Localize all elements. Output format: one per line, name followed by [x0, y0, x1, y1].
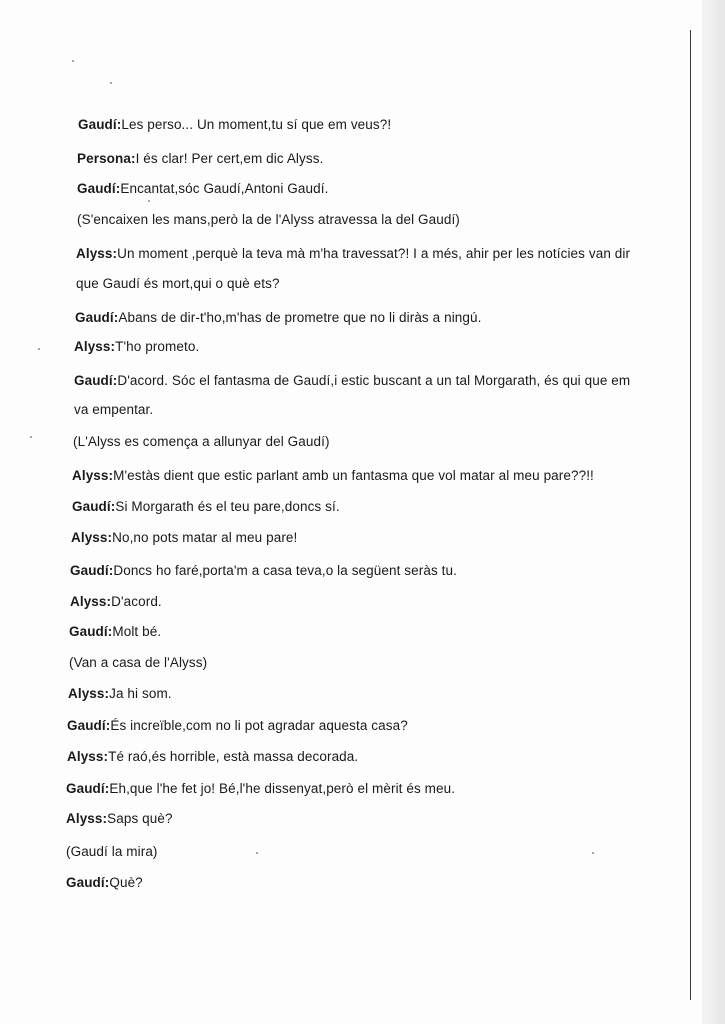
- line-text: (Van a casa de l'Alyss): [69, 655, 208, 670]
- speaker-name: Alyss:: [76, 246, 118, 261]
- dialogue-line: [74, 373, 630, 389]
- line-text: Molt bé.: [112, 624, 162, 639]
- speaker-name: Gaudí:: [70, 563, 114, 578]
- speaker-name: Gaudí:: [66, 875, 110, 890]
- speaker-name: Alyss:: [68, 686, 110, 701]
- dialogue-line: [75, 310, 481, 326]
- speaker-name: Gaudí:: [74, 373, 118, 388]
- speaker-name: Gaudí:: [67, 718, 111, 733]
- dialogue-line: [70, 563, 457, 579]
- dialogue-line: [67, 718, 408, 734]
- scan-edge-shadow: [702, 0, 725, 1024]
- stage-direction: [66, 844, 158, 860]
- speaker-name: Alyss:: [72, 468, 114, 483]
- speaker-name: Alyss:: [74, 339, 116, 354]
- line-text: Si Morgarath és el teu pare,doncs sí.: [115, 499, 340, 514]
- dialogue-line: [77, 181, 328, 197]
- line-text: (L'Alyss es comença a allunyar del Gaudí): [73, 434, 330, 449]
- dialogue-line: [69, 624, 161, 640]
- speaker-name: Alyss:: [66, 811, 108, 826]
- line-text: Les perso... Un moment,tu sí que em veus?!: [121, 117, 392, 132]
- dialogue-line: [70, 594, 162, 610]
- line-text: Té raó,és horrible, està massa decorada.: [108, 749, 359, 764]
- dialogue-line: [67, 749, 358, 765]
- line-text: D'acord. Sóc el fantasma de Gaudí,i estic buscant a un tal Morgarath, és qui que em: [117, 373, 631, 388]
- speaker-name: Alyss:: [71, 530, 113, 545]
- line-text: D'acord.: [111, 594, 162, 609]
- speaker-name: Gaudí:: [72, 499, 116, 514]
- speaker-name: Persona:: [77, 151, 136, 166]
- dialogue-line: [74, 339, 199, 355]
- scan-edge-line: [690, 30, 691, 1000]
- dialogue-line: [66, 875, 143, 891]
- line-text: És increïble,com no li pot agradar aquesta casa?: [110, 718, 408, 733]
- line-text: Eh,que l'he fet jo! Bé,l'he dissenyat,però el mèrit és meu.: [109, 781, 456, 796]
- line-text: que Gaudí és mort,qui o què ets?: [76, 276, 280, 291]
- line-text: M'estàs dient que estic parlant amb un fantasma que vol matar al meu pare??!!: [113, 468, 594, 483]
- speaker-name: Gaudí:: [77, 181, 121, 196]
- line-text: Abans de dir-t'ho,m'has de prometre que no li diràs a ningú.: [118, 310, 482, 325]
- dialogue-line: [66, 781, 455, 797]
- speaker-name: Gaudí:: [75, 310, 119, 325]
- line-text: Què?: [109, 875, 143, 890]
- dialogue-line-continuation: [74, 402, 153, 418]
- stage-direction: [73, 434, 330, 450]
- speaker-name: Alyss:: [67, 749, 109, 764]
- line-text: (S'encaixen les mans,però la de l'Alyss atravessa la del Gaudí): [77, 212, 460, 227]
- dialogue-line: [66, 811, 173, 827]
- line-text: va empentar.: [74, 402, 154, 417]
- dialogue-line: [78, 117, 391, 133]
- speaker-name: Gaudí:: [66, 781, 110, 796]
- line-text: Encantat,sóc Gaudí,Antoni Gaudí.: [120, 181, 329, 196]
- speaker-name: Gaudí:: [69, 624, 113, 639]
- dialogue-line: [72, 499, 340, 515]
- dialogue-line: [72, 468, 594, 484]
- stage-direction: [69, 655, 207, 671]
- dialogue-line: [71, 530, 297, 546]
- speaker-name: Alyss:: [70, 594, 112, 609]
- line-text: T'ho prometo.: [115, 339, 200, 354]
- line-text: No,no pots matar al meu pare!: [112, 530, 298, 545]
- line-text: Saps què?: [107, 811, 173, 826]
- dialogue-line: [68, 686, 172, 702]
- line-text: Un moment ,perquè la teva mà m'ha travessat?! I a més, ahir per les notícies van dir: [117, 246, 631, 261]
- dialogue-line: [77, 151, 323, 167]
- line-text: Ja hi som.: [109, 686, 172, 701]
- dialogue-line: [76, 246, 630, 262]
- dialogue-line-continuation: [76, 276, 280, 292]
- line-text: (Gaudí la mira): [66, 844, 158, 859]
- line-text: I és clar! Per cert,em dic Alyss.: [135, 151, 324, 166]
- line-text: Doncs ho faré,porta'm a casa teva,o la següent seràs tu.: [113, 563, 457, 578]
- speaker-name: Gaudí:: [78, 117, 122, 132]
- stage-direction: [77, 212, 460, 228]
